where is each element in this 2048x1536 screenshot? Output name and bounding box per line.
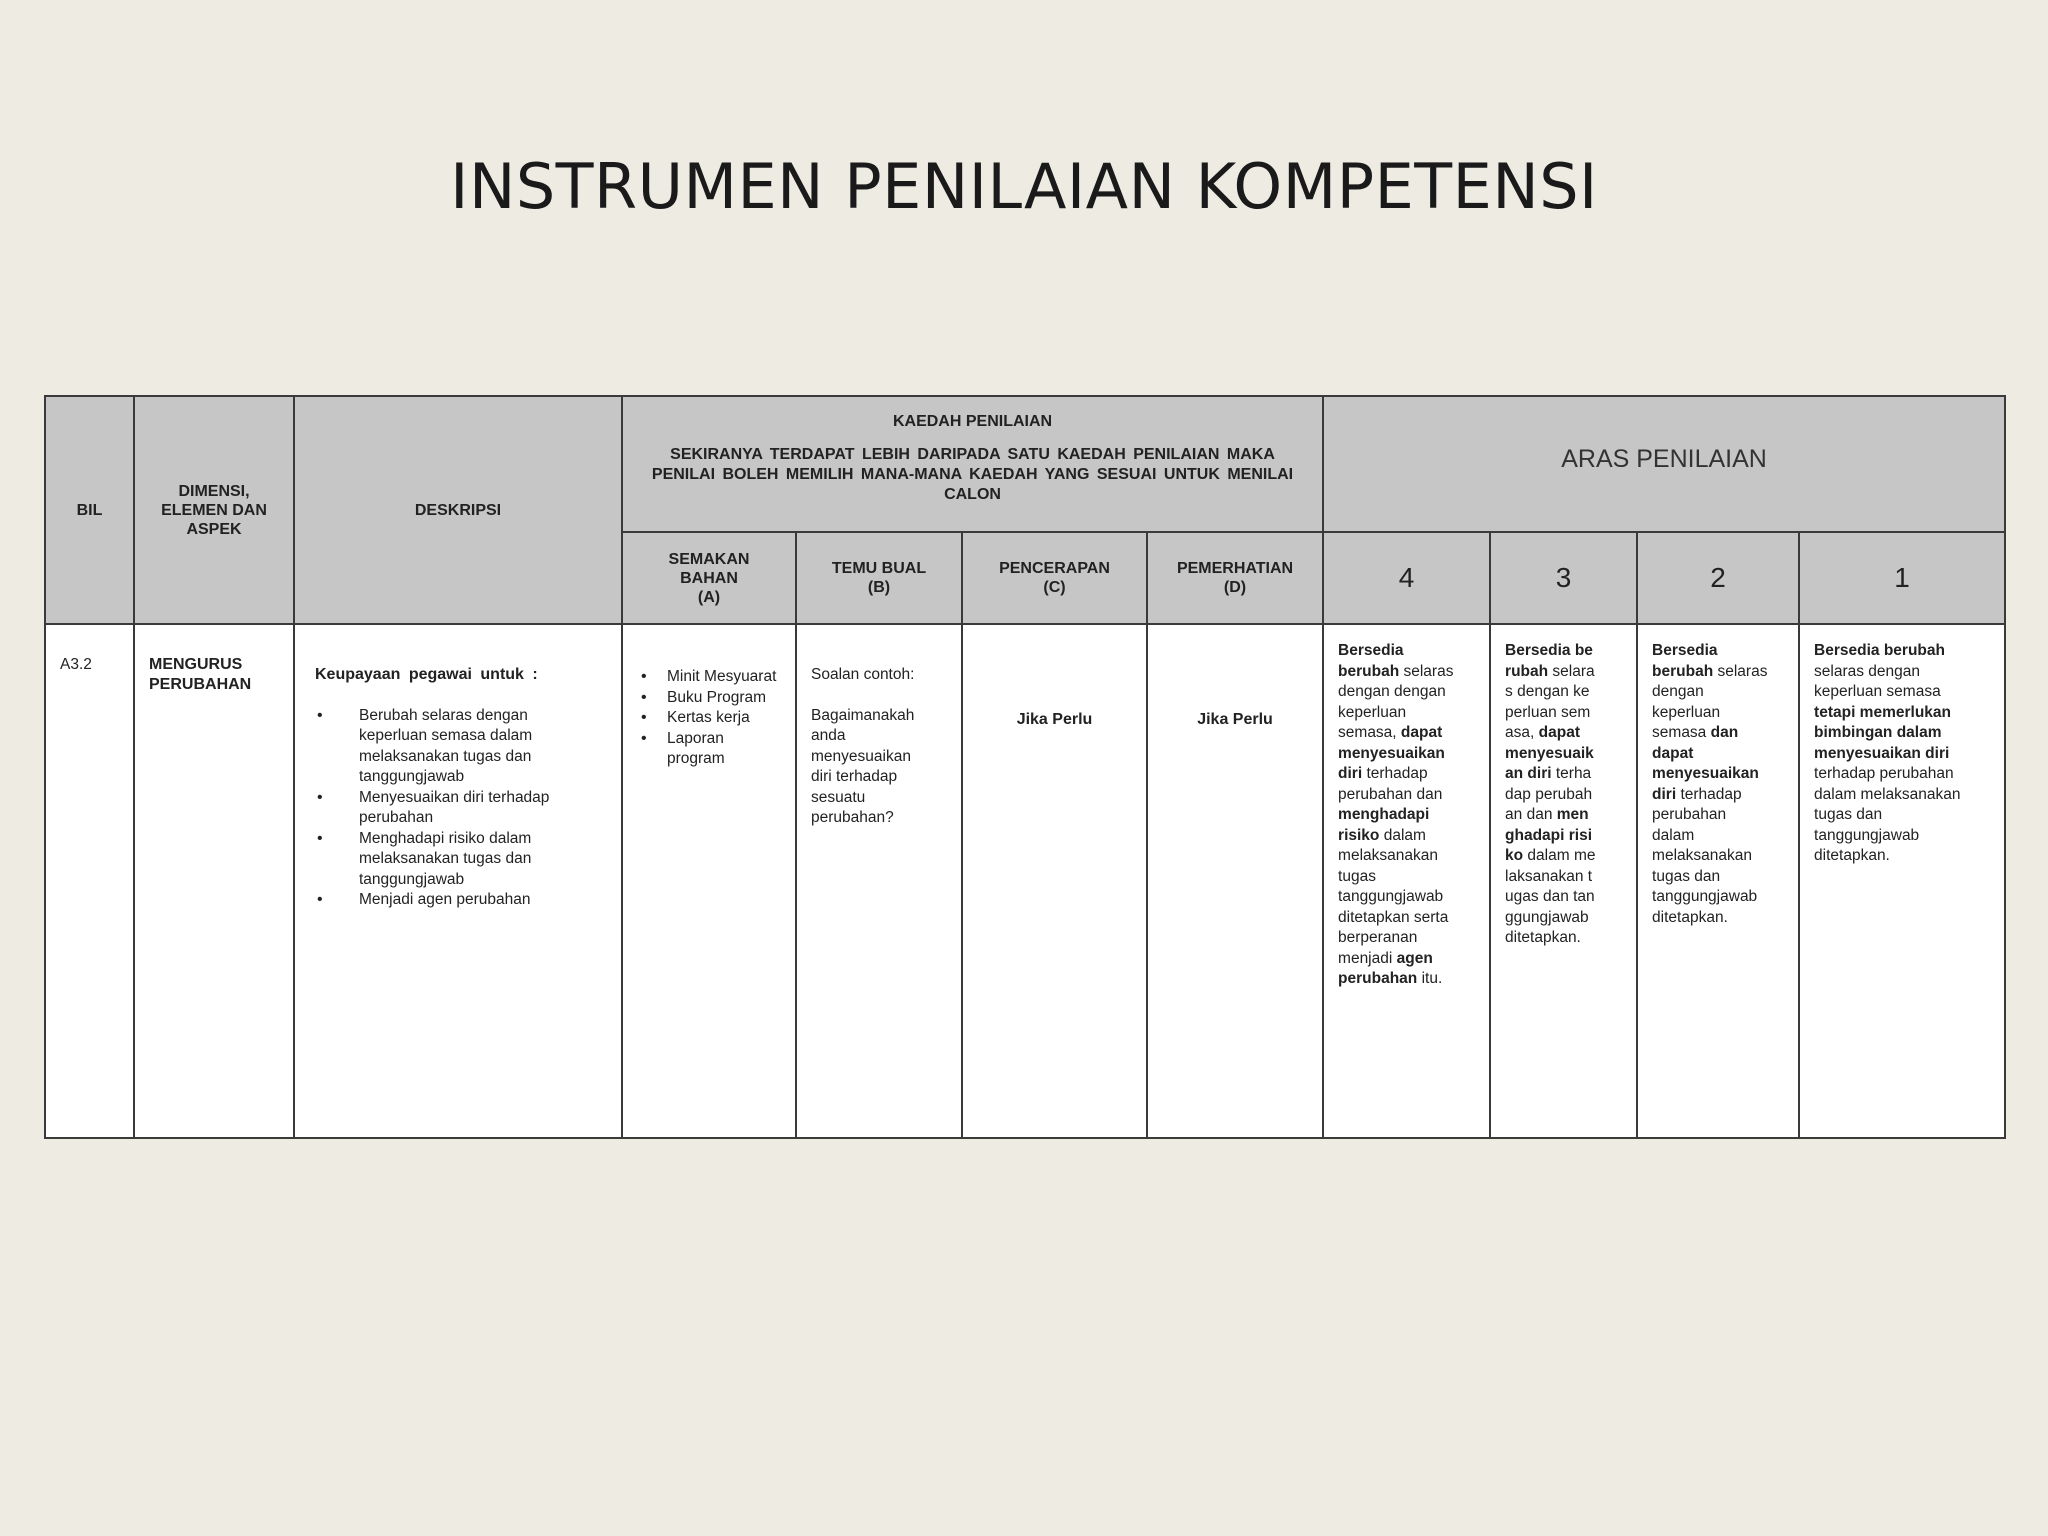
cell-level-1 bbox=[1799, 624, 2005, 1138]
list-item: • Kertas kerja bbox=[667, 708, 783, 729]
method-b-name: TEMU BUAL bbox=[831, 560, 927, 577]
cell-pencerapan bbox=[962, 624, 1147, 1138]
cell-pemerhatian bbox=[1147, 624, 1323, 1138]
method-d-code: (D) bbox=[1223, 579, 1247, 596]
method-c-name: PENCERAPAN bbox=[999, 560, 1110, 577]
level-3-text: Bersedia berubah selaras dengan keperluan semasa, dapat menyesuaikan diri terhadap perubahan dan menghadapi risiko dalam melaksanakan tugas dan tanggungjawab ditetapkan. bbox=[1505, 642, 1596, 946]
list-item: • Laporan program bbox=[667, 729, 783, 770]
level-header-3: 3 bbox=[1490, 532, 1637, 624]
method-a-name: SEMAKAN BAHAN bbox=[668, 550, 750, 587]
aras-title: ARAS PENILAIAN bbox=[1561, 445, 1767, 473]
level-2-text: Bersedia berubah selaras dengan keperluan semasa dan dapat menyesuaikan diri terhadap perubahan dalam melaksanakan tugas dan tanggungjawab ditetapkan. bbox=[1652, 642, 1768, 926]
cell-level-2 bbox=[1637, 624, 1799, 1138]
level-header-1: 1 bbox=[1799, 532, 2005, 624]
method-a-code: (A) bbox=[697, 588, 721, 606]
level-4-text: Bersedia berubah selaras dengan dengan keperluan semasa, dapat menyesuaikan diri terhadap perubahan dan menghadapi risiko dalam melaksanakan tugas tanggungjawab ditetapkan serta berperanan menjadi agen perubahan itu. bbox=[1338, 642, 1454, 987]
cell-deskripsi bbox=[294, 624, 622, 1138]
list-item: • Menghadapi risiko dalam melaksanakan tugas dan tanggungjawab bbox=[359, 829, 581, 891]
header-aras bbox=[1323, 396, 2005, 532]
list-item: • Menyesuaikan diri terhadap perubahan bbox=[359, 788, 581, 829]
header-kaedah bbox=[622, 396, 1323, 532]
cell-temu-bual bbox=[796, 624, 962, 1138]
level-header-4: 4 bbox=[1323, 532, 1490, 624]
cell-level-4 bbox=[1323, 624, 1490, 1138]
row-bil: A3.2 bbox=[60, 656, 92, 673]
method-b-code: (B) bbox=[867, 579, 891, 596]
kaedah-title: KAEDAH PENILAIAN bbox=[892, 413, 1053, 430]
header-deskripsi: DESKRIPSI bbox=[294, 396, 622, 624]
header-method-a bbox=[622, 532, 796, 624]
method-d-name: PEMERHATIAN bbox=[1176, 560, 1294, 577]
temu-bual-question: Bagaimanakah anda menyesuaikan diri terhadap sesuatu perubahan? bbox=[811, 706, 915, 826]
header-bil: BIL bbox=[45, 396, 134, 624]
method-c-code: (C) bbox=[1043, 579, 1066, 596]
list-item: • Buku Program bbox=[667, 688, 783, 709]
header-method-c bbox=[962, 532, 1147, 624]
cell-level-3 bbox=[1490, 624, 1637, 1138]
pencerapan-value: Jika Perlu bbox=[1016, 711, 1093, 728]
list-item: • Menjadi agen perubahan bbox=[359, 890, 581, 911]
deskripsi-list bbox=[315, 706, 621, 911]
pemerhatian-value: Jika Perlu bbox=[1197, 711, 1273, 728]
level-1-text: Bersedia berubah selaras dengan keperluan semasa tetapi memerlukan bimbingan dalam menyesuaikan diri terhadap perubahan dalam melaksanakan tugas dan tanggungjawab ditetapkan. bbox=[1814, 642, 1961, 864]
cell-bil bbox=[45, 624, 134, 1138]
row-dimensi: MENGURUS PERUBAHAN bbox=[149, 656, 252, 693]
temu-bual-label: Soalan contoh: bbox=[811, 666, 915, 683]
semakan-list bbox=[637, 625, 795, 770]
header-method-b bbox=[796, 532, 962, 624]
header-method-d bbox=[1147, 532, 1323, 624]
competency-table bbox=[44, 395, 2006, 1139]
header-dimensi: DIMENSI, ELEMEN DAN ASPEK bbox=[134, 396, 294, 624]
kaedah-note: SEKIRANYA TERDAPAT LEBIH DARIPADA SATU KAEDAH PENILAIAN MAKA PENILAI BOLEH MEMILIH MANA-MANA KAEDAH YANG SESUAI UNTUK MENILAI CALON bbox=[651, 446, 1294, 503]
list-item: • Berubah selaras dengan keperluan semasa dalam melaksanakan tugas dan tanggungjawab bbox=[359, 706, 581, 788]
slide-title: INSTRUMEN PENILAIAN KOMPETENSI bbox=[450, 150, 1598, 223]
cell-semakan bbox=[622, 624, 796, 1138]
level-header-2: 2 bbox=[1637, 532, 1799, 624]
cell-dimensi bbox=[134, 624, 294, 1138]
table-row bbox=[45, 624, 2005, 1138]
list-item: • Minit Mesyuarat bbox=[667, 667, 783, 688]
deskripsi-intro: Keupayaan pegawai untuk : bbox=[315, 666, 538, 683]
